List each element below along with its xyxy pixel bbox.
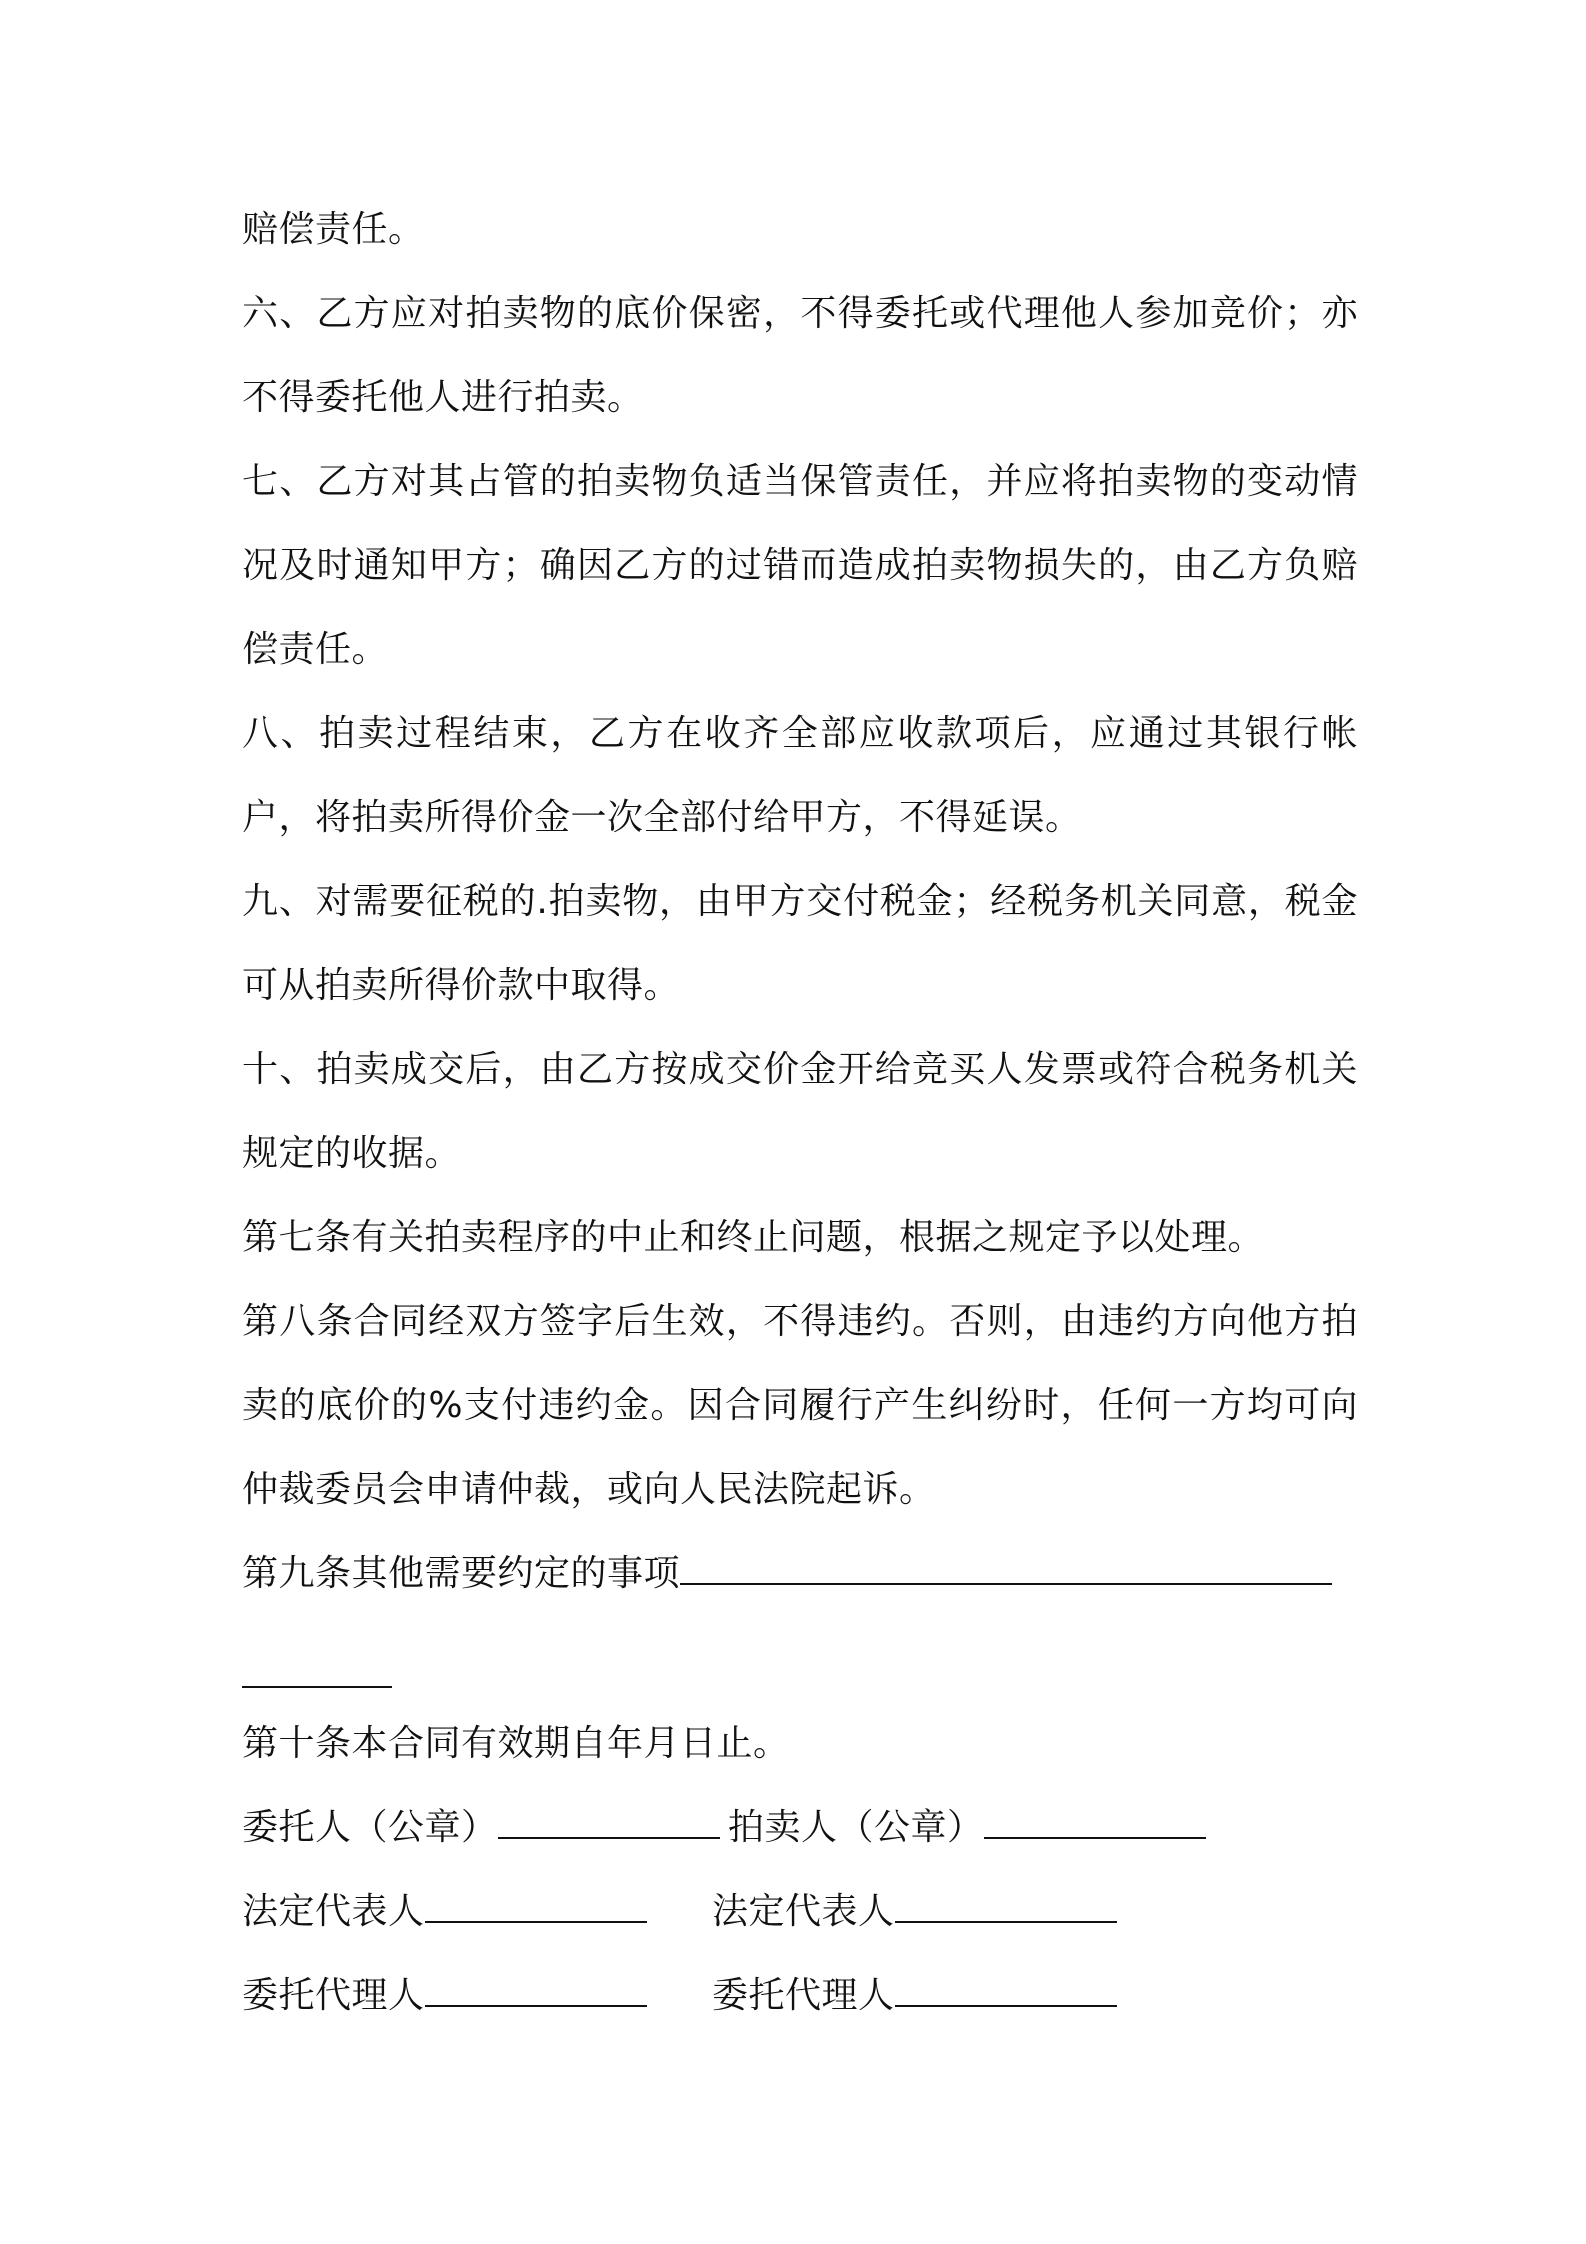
article-nine-blank (680, 1553, 1332, 1585)
signature-row-seals (242, 1786, 1358, 1870)
clause-six: 六、乙方应对拍卖物的底价保密，不得委托或代理他人参加竞价；亦不得委托他人进行拍卖。 (242, 293, 1358, 418)
article-seven: 第七条有关拍卖程序的中止和终止问题，根据之规定予以处理。 (242, 1217, 1265, 1258)
legal-rep-right-label: 法定代表人 (712, 1891, 895, 1932)
article-ten: 第十条本合同有效期自年月日止。 (242, 1723, 790, 1764)
clause-ten: 十、拍卖成交后，由乙方按成交价金开给竞买人发票或符合税务机关规定的收据。 (242, 1049, 1358, 1174)
legal-rep-right-cell (712, 1870, 1117, 1954)
principal-seal-label: 委托人（公章） (242, 1807, 498, 1848)
article-nine-blank-continued (242, 1616, 392, 1688)
signature-row-agent (242, 1954, 1358, 2038)
agent-right-cell (712, 1954, 1117, 2038)
legal-rep-right-blank (895, 1891, 1117, 1923)
agent-left-label: 委托代理人 (242, 1975, 425, 2016)
signature-row-legal-rep (242, 1870, 1358, 1954)
legal-rep-left-label: 法定代表人 (242, 1891, 425, 1932)
paragraph-continuation: 赔偿责任。 (242, 209, 425, 250)
article-nine (242, 1532, 1358, 1616)
auctioneer-seal-cell (728, 1786, 1206, 1870)
document-page (242, 188, 1358, 2038)
agent-left-blank (425, 1975, 647, 2007)
legal-rep-left-blank (425, 1891, 647, 1923)
article-nine-text: 第九条其他需要约定的事项 (242, 1553, 681, 1594)
auctioneer-seal-blank (984, 1807, 1206, 1839)
clause-eight: 八、拍卖过程结束，乙方在收齐全部应收款项后，应通过其银行帐户，将拍卖所得价金一次全部付给甲方，不得延误。 (242, 713, 1358, 838)
article-eight: 第八条合同经双方签字后生效，不得违约。否则，由违约方向他方拍卖的底价的%支付违约金。因合同履行产生纠纷时，任何一方均可向仲裁委员会申请仲裁，或向人民法院起诉。 (242, 1301, 1358, 1510)
clause-seven: 七、乙方对其占管的拍卖物负适当保管责任，并应将拍卖物的变动情况及时通知甲方；确因乙方的过错而造成拍卖物损失的，由乙方负赔偿责任。 (242, 461, 1358, 670)
legal-rep-left-cell (242, 1870, 712, 1954)
auctioneer-seal-label: 拍卖人（公章） (728, 1807, 984, 1848)
principal-seal-blank (498, 1807, 720, 1839)
agent-right-label: 委托代理人 (712, 1975, 895, 2016)
clause-nine: 九、对需要征税的.拍卖物，由甲方交付税金；经税务机关同意，税金可从拍卖所得价款中取得。 (242, 881, 1358, 1006)
agent-right-blank (895, 1975, 1117, 2007)
principal-seal-cell (242, 1786, 728, 1870)
agent-left-cell (242, 1954, 712, 2038)
